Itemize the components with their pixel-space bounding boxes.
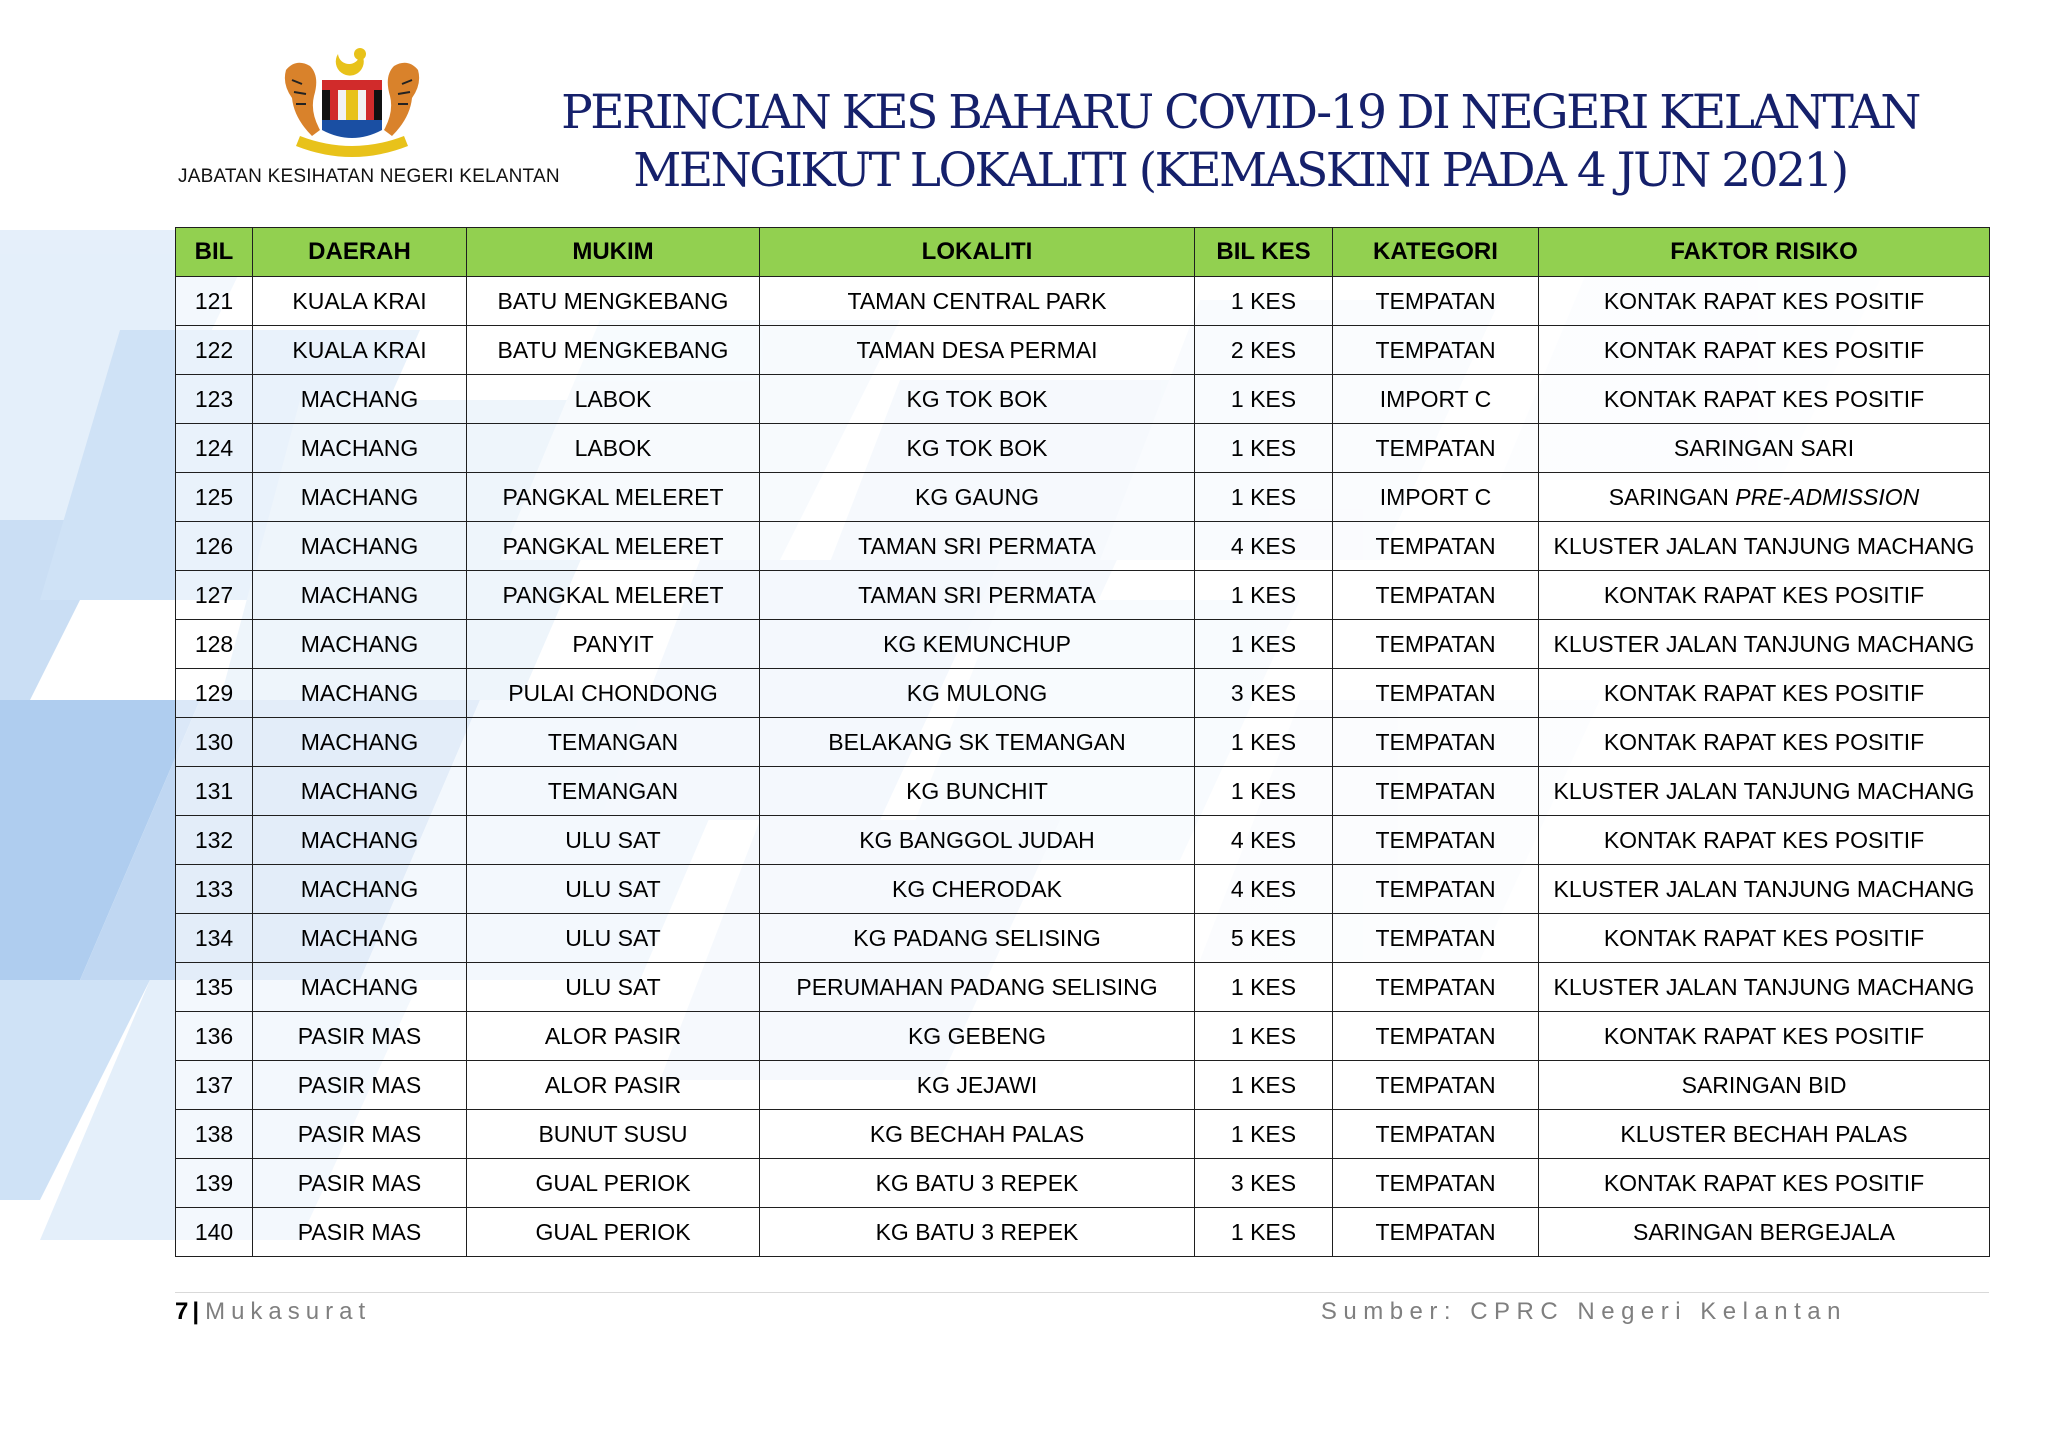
page-label: Mukasurat [205, 1298, 372, 1325]
cell-mukim: ULU SAT [467, 963, 760, 1012]
column-header-lokaliti: LOKALITI [760, 228, 1195, 277]
cell-lokaliti: KG GAUNG [760, 473, 1195, 522]
cell-daerah: MACHANG [253, 914, 467, 963]
cell-lokaliti: KG PADANG SELISING [760, 914, 1195, 963]
table-row [176, 424, 1990, 473]
cell-faktor [1539, 473, 1990, 522]
cell-kategori: TEMPATAN [1333, 963, 1539, 1012]
table-row [176, 1208, 1990, 1257]
cell-mukim: PANYIT [467, 620, 760, 669]
table-row [176, 767, 1990, 816]
cell-bil-kes: 1 KES [1195, 571, 1333, 620]
page-footer-left [175, 1298, 371, 1326]
cell-faktor: KLUSTER JALAN TANJUNG MACHANG [1539, 767, 1990, 816]
table-row [176, 718, 1990, 767]
cell-bil-kes: 2 KES [1195, 326, 1333, 375]
table-row [176, 473, 1990, 522]
cell-kategori: TEMPATAN [1333, 424, 1539, 473]
cell-bil: 133 [176, 865, 253, 914]
cell-lokaliti: KG GEBENG [760, 1012, 1195, 1061]
cell-lokaliti: KG BATU 3 REPEK [760, 1159, 1195, 1208]
cell-bil: 132 [176, 816, 253, 865]
cell-kategori: TEMPATAN [1333, 1159, 1539, 1208]
cell-bil-kes: 4 KES [1195, 522, 1333, 571]
cell-bil: 124 [176, 424, 253, 473]
column-header-bil: BIL [176, 228, 253, 277]
cell-kategori: TEMPATAN [1333, 914, 1539, 963]
cell-daerah: MACHANG [253, 963, 467, 1012]
cell-lokaliti: KG CHERODAK [760, 865, 1195, 914]
column-header-kategori: KATEGORI [1333, 228, 1539, 277]
cell-mukim: ULU SAT [467, 816, 760, 865]
cell-bil-kes: 1 KES [1195, 620, 1333, 669]
cell-lokaliti: TAMAN CENTRAL PARK [760, 277, 1195, 326]
cell-mukim: PANGKAL MELERET [467, 522, 760, 571]
cell-kategori: TEMPATAN [1333, 522, 1539, 571]
table-row [176, 669, 1990, 718]
cell-bil-kes: 1 KES [1195, 277, 1333, 326]
cell-bil-kes: 1 KES [1195, 1061, 1333, 1110]
cell-lokaliti: KG BATU 3 REPEK [760, 1208, 1195, 1257]
cell-daerah: MACHANG [253, 767, 467, 816]
cell-bil-kes: 1 KES [1195, 1012, 1333, 1061]
cell-bil: 126 [176, 522, 253, 571]
cell-bil-kes: 1 KES [1195, 718, 1333, 767]
cell-kategori: TEMPATAN [1333, 277, 1539, 326]
column-header-daerah: DAERAH [253, 228, 467, 277]
cell-bil-kes: 5 KES [1195, 914, 1333, 963]
cell-bil-kes: 1 KES [1195, 473, 1333, 522]
column-header-bil-kes: BIL KES [1195, 228, 1333, 277]
page-number: 7 [175, 1298, 189, 1325]
cell-mukim: PULAI CHONDONG [467, 669, 760, 718]
cell-faktor: KLUSTER JALAN TANJUNG MACHANG [1539, 620, 1990, 669]
cell-mukim: ALOR PASIR [467, 1061, 760, 1110]
department-name: JABATAN KESIHATAN NEGERI KELANTAN [178, 166, 560, 187]
cell-bil-kes: 1 KES [1195, 1110, 1333, 1159]
cell-kategori: IMPORT C [1333, 375, 1539, 424]
cell-faktor: SARINGAN BERGEJALA [1539, 1208, 1990, 1257]
cell-mukim: ULU SAT [467, 914, 760, 963]
cell-daerah: MACHANG [253, 522, 467, 571]
faktor-italic-text: PRE-ADMISSION [1735, 483, 1920, 510]
cell-daerah: MACHANG [253, 718, 467, 767]
column-header-mukim: MUKIM [467, 228, 760, 277]
faktor-text: SARINGAN [1608, 483, 1729, 510]
cell-faktor: SARINGAN BID [1539, 1061, 1990, 1110]
cell-daerah: MACHANG [253, 424, 467, 473]
cell-kategori: TEMPATAN [1333, 767, 1539, 816]
cell-lokaliti: TAMAN SRI PERMATA [760, 522, 1195, 571]
cell-bil: 140 [176, 1208, 253, 1257]
cell-bil-kes: 1 KES [1195, 424, 1333, 473]
cell-faktor: KLUSTER BECHAH PALAS [1539, 1110, 1990, 1159]
cell-mukim: GUAL PERIOK [467, 1208, 760, 1257]
table-row [176, 277, 1990, 326]
cell-daerah: MACHANG [253, 375, 467, 424]
cell-kategori: TEMPATAN [1333, 669, 1539, 718]
cell-bil: 123 [176, 375, 253, 424]
cell-bil: 127 [176, 571, 253, 620]
cell-bil-kes: 3 KES [1195, 1159, 1333, 1208]
cell-mukim: GUAL PERIOK [467, 1159, 760, 1208]
cell-mukim: LABOK [467, 424, 760, 473]
cell-kategori: TEMPATAN [1333, 326, 1539, 375]
cell-daerah: MACHANG [253, 571, 467, 620]
cell-bil-kes: 4 KES [1195, 865, 1333, 914]
footer-divider [175, 1292, 1989, 1293]
cell-bil-kes: 4 KES [1195, 816, 1333, 865]
cell-faktor: KLUSTER JALAN TANJUNG MACHANG [1539, 865, 1990, 914]
cell-kategori: TEMPATAN [1333, 718, 1539, 767]
cell-bil: 122 [176, 326, 253, 375]
cell-faktor: KONTAK RAPAT KES POSITIF [1539, 326, 1990, 375]
cell-bil: 136 [176, 1012, 253, 1061]
cell-lokaliti: KG BECHAH PALAS [760, 1110, 1195, 1159]
cell-faktor: KONTAK RAPAT KES POSITIF [1539, 571, 1990, 620]
cell-lokaliti: KG BUNCHIT [760, 767, 1195, 816]
cell-daerah: MACHANG [253, 865, 467, 914]
cell-mukim: PANGKAL MELERET [467, 571, 760, 620]
table-row [176, 620, 1990, 669]
table-row [176, 571, 1990, 620]
cell-lokaliti: PERUMAHAN PADANG SELISING [760, 963, 1195, 1012]
cell-daerah: KUALA KRAI [253, 277, 467, 326]
cell-mukim: BATU MENGKEBANG [467, 326, 760, 375]
cell-kategori: TEMPATAN [1333, 620, 1539, 669]
cell-mukim: PANGKAL MELERET [467, 473, 760, 522]
table-row [176, 914, 1990, 963]
cell-kategori: TEMPATAN [1333, 816, 1539, 865]
cell-faktor: KLUSTER JALAN TANJUNG MACHANG [1539, 963, 1990, 1012]
footer-separator: | [192, 1298, 200, 1325]
cell-lokaliti: KG BANGGOL JUDAH [760, 816, 1195, 865]
cell-mukim: LABOK [467, 375, 760, 424]
table-header-row [176, 228, 1990, 277]
cell-bil: 139 [176, 1159, 253, 1208]
cell-daerah: PASIR MAS [253, 1061, 467, 1110]
cell-mukim: TEMANGAN [467, 767, 760, 816]
column-header-faktor-risiko: FAKTOR RISIKO [1539, 228, 1990, 277]
cell-faktor: SARINGAN SARI [1539, 424, 1990, 473]
malaysia-coat-of-arms-icon [272, 40, 432, 160]
cell-lokaliti: KG JEJAWI [760, 1061, 1195, 1110]
cell-faktor: KONTAK RAPAT KES POSITIF [1539, 718, 1990, 767]
cell-faktor: KONTAK RAPAT KES POSITIF [1539, 1012, 1990, 1061]
page-header [0, 0, 2047, 225]
cell-bil: 128 [176, 620, 253, 669]
cell-daerah: PASIR MAS [253, 1012, 467, 1061]
table-row [176, 1159, 1990, 1208]
cell-bil: 121 [176, 277, 253, 326]
cell-faktor: KONTAK RAPAT KES POSITIF [1539, 669, 1990, 718]
cell-lokaliti: TAMAN SRI PERMATA [760, 571, 1195, 620]
cell-daerah: MACHANG [253, 473, 467, 522]
cell-bil: 137 [176, 1061, 253, 1110]
cell-bil-kes: 1 KES [1195, 1208, 1333, 1257]
cell-kategori: TEMPATAN [1333, 1061, 1539, 1110]
cell-kategori: TEMPATAN [1333, 1110, 1539, 1159]
table-row [176, 375, 1990, 424]
cell-lokaliti: KG KEMUNCHUP [760, 620, 1195, 669]
page-title: PERINCIAN KES BAHARU COVID-19 DI NEGERI KELANTAN MENGIKUT LOKALITI (KEMASKINI PADA 4 JUN 2021) [561, 85, 1919, 198]
cell-bil: 130 [176, 718, 253, 767]
cell-daerah: PASIR MAS [253, 1208, 467, 1257]
table-row [176, 326, 1990, 375]
source-note: Sumber: CPRC Negeri Kelantan [1320, 1298, 1847, 1325]
cell-bil: 125 [176, 473, 253, 522]
table-row [176, 1061, 1990, 1110]
cell-lokaliti: BELAKANG SK TEMANGAN [760, 718, 1195, 767]
table-row [176, 963, 1990, 1012]
cell-bil: 138 [176, 1110, 253, 1159]
table-row [176, 816, 1990, 865]
cell-faktor: KONTAK RAPAT KES POSITIF [1539, 816, 1990, 865]
cell-faktor: KONTAK RAPAT KES POSITIF [1539, 1159, 1990, 1208]
cell-daerah: KUALA KRAI [253, 326, 467, 375]
cases-table [175, 227, 1990, 1257]
table-body [176, 277, 1990, 1257]
cell-bil-kes: 1 KES [1195, 963, 1333, 1012]
cell-mukim: ULU SAT [467, 865, 760, 914]
cell-mukim: ALOR PASIR [467, 1012, 760, 1061]
cell-kategori: TEMPATAN [1333, 1208, 1539, 1257]
cell-daerah: MACHANG [253, 816, 467, 865]
cell-lokaliti: KG TOK BOK [760, 375, 1195, 424]
cell-mukim: TEMANGAN [467, 718, 760, 767]
cell-bil: 134 [176, 914, 253, 963]
table-row [176, 865, 1990, 914]
cell-lokaliti: TAMAN DESA PERMAI [760, 326, 1195, 375]
cell-daerah: PASIR MAS [253, 1110, 467, 1159]
cell-mukim: BATU MENGKEBANG [467, 277, 760, 326]
cell-kategori: TEMPATAN [1333, 571, 1539, 620]
cell-bil: 129 [176, 669, 253, 718]
cell-faktor: KLUSTER JALAN TANJUNG MACHANG [1539, 522, 1990, 571]
cell-mukim: BUNUT SUSU [467, 1110, 760, 1159]
table-row [176, 1012, 1990, 1061]
cell-bil-kes: 1 KES [1195, 375, 1333, 424]
cell-daerah: PASIR MAS [253, 1159, 467, 1208]
cell-faktor: KONTAK RAPAT KES POSITIF [1539, 914, 1990, 963]
cell-daerah: MACHANG [253, 669, 467, 718]
table-row [176, 522, 1990, 571]
cell-kategori: TEMPATAN [1333, 1012, 1539, 1061]
cell-kategori: TEMPATAN [1333, 865, 1539, 914]
cell-faktor: KONTAK RAPAT KES POSITIF [1539, 277, 1990, 326]
cell-lokaliti: KG TOK BOK [760, 424, 1195, 473]
cell-bil: 131 [176, 767, 253, 816]
cell-bil-kes: 3 KES [1195, 669, 1333, 718]
cell-daerah: MACHANG [253, 620, 467, 669]
cell-lokaliti: KG MULONG [760, 669, 1195, 718]
cell-kategori: IMPORT C [1333, 473, 1539, 522]
cell-faktor: KONTAK RAPAT KES POSITIF [1539, 375, 1990, 424]
cell-bil-kes: 1 KES [1195, 767, 1333, 816]
cell-bil: 135 [176, 963, 253, 1012]
cases-table-container [175, 227, 1989, 1257]
table-row [176, 1110, 1990, 1159]
